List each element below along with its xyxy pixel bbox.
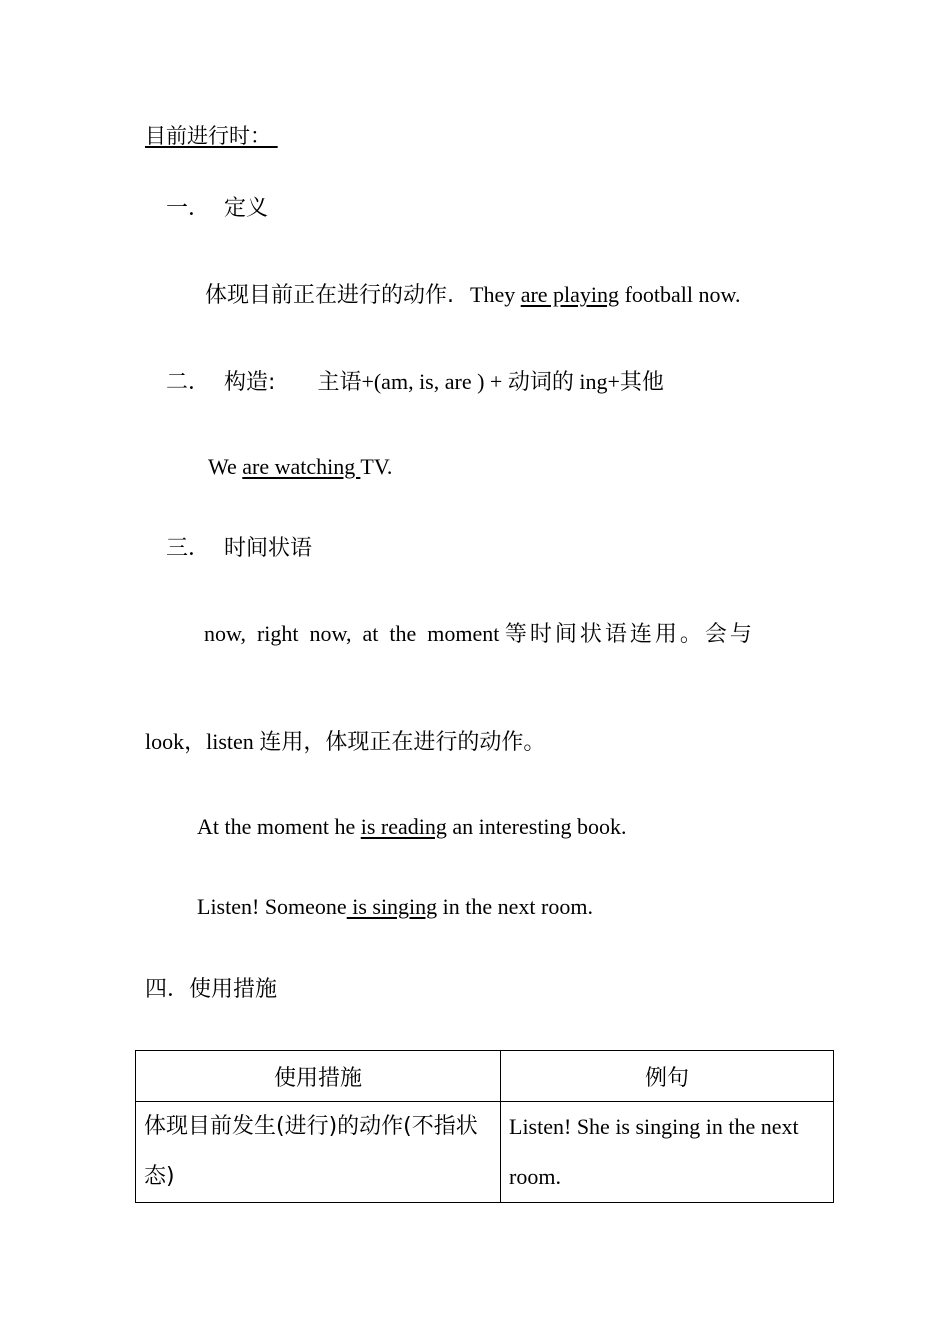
structure-example-post: TV.	[360, 454, 393, 479]
section-1-title: 定义	[224, 196, 269, 221]
section-2-title: 构造:	[224, 370, 276, 395]
adverbial-words: now, right now, at the moment	[204, 621, 505, 646]
formula-ing: ing+	[573, 369, 620, 394]
example-1	[197, 816, 627, 838]
page-title: 目前进行时：	[145, 124, 271, 148]
structure-example	[208, 456, 392, 478]
section-3-title: 时间状语	[224, 536, 313, 561]
definition-example-post: football now.	[619, 282, 741, 307]
adverbial-line-1	[204, 623, 755, 646]
adverbial-line-2	[145, 731, 545, 754]
adverbial-note: 等时间状语连用。会与	[504, 622, 755, 647]
adverbial-comma: ，	[184, 730, 207, 755]
example-1-verb: is reading	[360, 814, 447, 839]
section-1-heading	[166, 198, 268, 220]
example-2-verb: is singing	[346, 894, 438, 919]
definition-line	[205, 284, 740, 307]
section-2-number: 二．	[166, 370, 211, 395]
table-header-example: 例句	[501, 1051, 834, 1102]
adverbial-note-2: 连用，体现正在进行的动作。	[259, 730, 546, 755]
formula-verb: 动词的	[507, 370, 574, 395]
usage-table	[135, 1050, 834, 1203]
adverbial-listen: listen	[206, 729, 260, 754]
formula-subject: 主语	[317, 370, 362, 395]
adverbial-look: look	[145, 729, 185, 754]
definition-text: 体现目前正在进行的动作.	[205, 283, 454, 308]
structure-example-verb: are watching	[242, 454, 361, 479]
structure-example-pre: We	[208, 454, 243, 479]
example-1-post: an interesting book.	[446, 814, 627, 839]
example-2	[197, 896, 593, 918]
section-3-heading	[166, 538, 312, 560]
section-4-heading: 四．使用措施	[145, 977, 278, 1002]
section-2-heading	[166, 371, 664, 394]
definition-example-pre: They	[470, 282, 521, 307]
example-1-pre: At the moment he	[197, 814, 361, 839]
example-2-pre: Listen! Someone	[197, 894, 347, 919]
table-cell-usage: 体现目前发生(进行)的动作(不指状态)	[136, 1102, 501, 1203]
table-header-row	[136, 1051, 834, 1102]
section-1-number: 一．	[166, 196, 211, 221]
formula-other: 其他	[619, 370, 664, 395]
example-2-post: in the next room.	[437, 894, 593, 919]
table-cell-example: Listen! She is singing in the next room.	[501, 1102, 834, 1203]
table-row	[136, 1102, 834, 1203]
formula-be: +(am, is, are ) +	[361, 369, 508, 394]
section-3-number: 三．	[166, 536, 211, 561]
definition-example-verb: are playing	[520, 282, 620, 307]
table-header-usage: 使用措施	[136, 1051, 501, 1102]
